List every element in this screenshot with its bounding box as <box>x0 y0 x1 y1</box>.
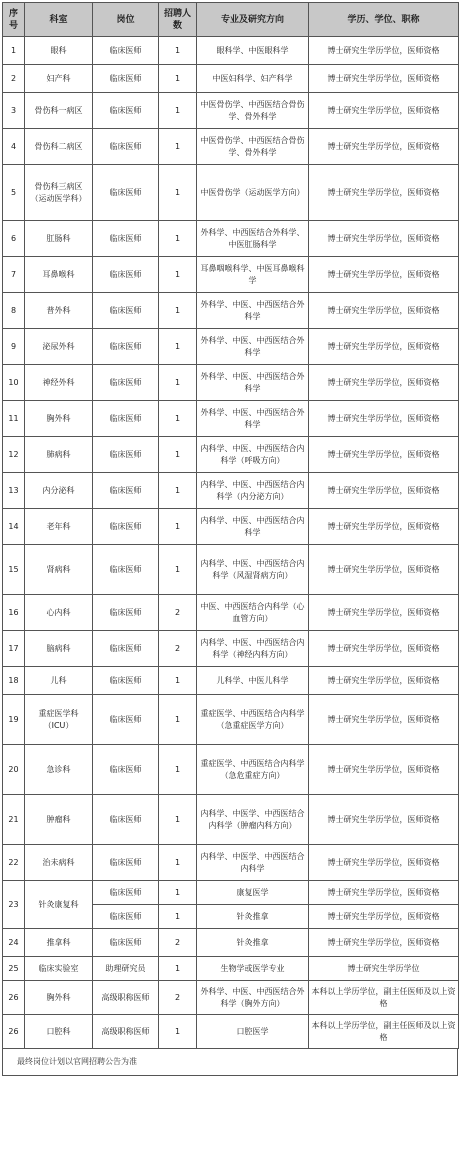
cell-dept: 肿瘤科 <box>25 795 93 845</box>
cell-no: 23 <box>3 881 25 929</box>
cell-major: 儿科学、中医儿科学 <box>197 667 309 695</box>
cell-major: 内科学、中医、中西医结合内科学（呼吸方向） <box>197 437 309 473</box>
cell-no: 19 <box>3 695 25 745</box>
cell-major: 外科学、中医、中西医结合外科学 <box>197 365 309 401</box>
cell-num: 1 <box>159 129 197 165</box>
cell-major: 康复医学 <box>197 881 309 905</box>
cell-num: 1 <box>159 905 197 929</box>
cell-major: 外科学、中西医结合外科学、中医肛肠科学 <box>197 221 309 257</box>
cell-no: 17 <box>3 631 25 667</box>
cell-num: 1 <box>159 65 197 93</box>
cell-dept: 骨伤科一病区 <box>25 93 93 129</box>
cell-major: 重症医学、中西医结合内科学（急危重症方向） <box>197 745 309 795</box>
cell-req: 博士研究生学历学位，医师资格 <box>309 329 459 365</box>
table-row <box>3 509 459 545</box>
table-row <box>3 1015 459 1049</box>
table-row <box>3 595 459 631</box>
cell-no: 11 <box>3 401 25 437</box>
cell-major: 眼科学、中医眼科学 <box>197 37 309 65</box>
cell-req: 博士研究生学历学位，医师资格 <box>309 37 459 65</box>
cell-no: 26 <box>3 981 25 1015</box>
cell-num: 1 <box>159 365 197 401</box>
cell-post: 临床医师 <box>93 881 159 905</box>
cell-post: 临床医师 <box>93 221 159 257</box>
cell-dept: 普外科 <box>25 293 93 329</box>
table-row <box>3 845 459 881</box>
cell-req: 博士研究生学历学位，医师资格 <box>309 473 459 509</box>
table-row <box>3 667 459 695</box>
cell-num: 1 <box>159 293 197 329</box>
cell-dept: 肺病科 <box>25 437 93 473</box>
cell-req: 博士研究生学历学位，医师资格 <box>309 65 459 93</box>
cell-num: 1 <box>159 329 197 365</box>
cell-no: 20 <box>3 745 25 795</box>
cell-post: 临床医师 <box>93 545 159 595</box>
cell-major: 外科学、中医、中西医结合外科学（胸外方向） <box>197 981 309 1015</box>
cell-dept: 眼科 <box>25 37 93 65</box>
table-row <box>3 257 459 293</box>
cell-dept: 口腔科 <box>25 1015 93 1049</box>
header-no: 序号 <box>3 3 25 37</box>
cell-req: 博士研究生学历学位，医师资格 <box>309 365 459 401</box>
cell-post: 临床医师 <box>93 365 159 401</box>
table-row <box>3 631 459 667</box>
header-dept: 科室 <box>25 3 93 37</box>
cell-post: 高级职称医师 <box>93 1015 159 1049</box>
cell-major: 中医、中西医结合内科学（心血管方向） <box>197 595 309 631</box>
cell-dept: 儿科 <box>25 667 93 695</box>
cell-post: 临床医师 <box>93 65 159 93</box>
cell-no: 16 <box>3 595 25 631</box>
cell-req: 博士研究生学历学位，医师资格 <box>309 695 459 745</box>
cell-no: 26 <box>3 1015 25 1049</box>
cell-dept: 神经外科 <box>25 365 93 401</box>
cell-post: 临床医师 <box>93 257 159 293</box>
table-row <box>3 929 459 957</box>
cell-major: 口腔医学 <box>197 1015 309 1049</box>
cell-req: 博士研究生学历学位，医师资格 <box>309 929 459 957</box>
cell-num: 1 <box>159 509 197 545</box>
cell-no: 22 <box>3 845 25 881</box>
cell-major: 内科学、中医学、中西医结合内科学 <box>197 845 309 881</box>
cell-post: 临床医师 <box>93 631 159 667</box>
cell-no: 3 <box>3 93 25 129</box>
cell-num: 1 <box>159 165 197 221</box>
cell-req: 博士研究生学历学位，医师资格 <box>309 257 459 293</box>
cell-post: 临床医师 <box>93 37 159 65</box>
cell-major: 外科学、中医、中西医结合外科学 <box>197 329 309 365</box>
cell-dept: 心内科 <box>25 595 93 631</box>
cell-num: 1 <box>159 795 197 845</box>
cell-no: 21 <box>3 795 25 845</box>
table-row <box>3 401 459 437</box>
cell-req: 博士研究生学历学位，医师资格 <box>309 881 459 905</box>
cell-num: 1 <box>159 37 197 65</box>
cell-req: 博士研究生学历学位，医师资格 <box>309 93 459 129</box>
table-row <box>3 37 459 65</box>
cell-major: 针灸推拿 <box>197 929 309 957</box>
cell-major: 中医骨伤学、中西医结合骨伤学、骨外科学 <box>197 129 309 165</box>
cell-major: 内科学、中医、中西医结合内科学（风湿肾病方向） <box>197 545 309 595</box>
cell-major: 内科学、中医、中西医结合内科学（神经内科方向） <box>197 631 309 667</box>
cell-num: 2 <box>159 631 197 667</box>
cell-dept: 骨伤科二病区 <box>25 129 93 165</box>
table-row <box>3 957 459 981</box>
cell-dept: 胸外科 <box>25 401 93 437</box>
cell-req: 博士研究生学历学位 <box>309 957 459 981</box>
cell-num: 1 <box>159 845 197 881</box>
cell-post: 临床医师 <box>93 929 159 957</box>
cell-req: 博士研究生学历学位，医师资格 <box>309 129 459 165</box>
cell-no: 5 <box>3 165 25 221</box>
cell-major: 外科学、中医、中西医结合外科学 <box>197 293 309 329</box>
cell-no: 24 <box>3 929 25 957</box>
cell-no: 18 <box>3 667 25 695</box>
cell-dept: 妇产科 <box>25 65 93 93</box>
recruitment-table <box>2 2 459 1049</box>
cell-no: 7 <box>3 257 25 293</box>
table-row <box>3 545 459 595</box>
cell-num: 1 <box>159 473 197 509</box>
cell-post: 临床医师 <box>93 329 159 365</box>
cell-post: 临床医师 <box>93 129 159 165</box>
cell-req: 本科以上学历学位，副主任医师及以上资格 <box>309 1015 459 1049</box>
header-num: 招聘人数 <box>159 3 197 37</box>
cell-post: 临床医师 <box>93 93 159 129</box>
cell-post: 高级职称医师 <box>93 981 159 1015</box>
cell-no: 6 <box>3 221 25 257</box>
cell-post: 临床医师 <box>93 745 159 795</box>
table-row <box>3 695 459 745</box>
table-row <box>3 165 459 221</box>
cell-no: 13 <box>3 473 25 509</box>
cell-no: 10 <box>3 365 25 401</box>
table-row <box>3 329 459 365</box>
cell-post: 临床医师 <box>93 293 159 329</box>
header-major: 专业及研究方向 <box>197 3 309 37</box>
cell-major: 外科学、中医、中西医结合外科学 <box>197 401 309 437</box>
cell-major: 针灸推拿 <box>197 905 309 929</box>
table-row <box>3 221 459 257</box>
cell-dept: 肛肠科 <box>25 221 93 257</box>
cell-num: 1 <box>159 1015 197 1049</box>
cell-post: 临床医师 <box>93 401 159 437</box>
cell-no: 8 <box>3 293 25 329</box>
cell-dept: 肾病科 <box>25 545 93 595</box>
cell-post: 临床医师 <box>93 509 159 545</box>
table-row <box>3 745 459 795</box>
cell-dept: 急诊科 <box>25 745 93 795</box>
cell-num: 1 <box>159 667 197 695</box>
cell-no: 25 <box>3 957 25 981</box>
cell-req: 博士研究生学历学位，医师资格 <box>309 509 459 545</box>
cell-req: 博士研究生学历学位，医师资格 <box>309 293 459 329</box>
cell-no: 14 <box>3 509 25 545</box>
table-row <box>3 437 459 473</box>
cell-post: 助理研究员 <box>93 957 159 981</box>
cell-num: 1 <box>159 881 197 905</box>
cell-major: 内科学、中医、中西医结合内科学（内分泌方向） <box>197 473 309 509</box>
cell-num: 1 <box>159 437 197 473</box>
cell-dept: 针灸康复科 <box>25 881 93 929</box>
table-row <box>3 93 459 129</box>
cell-req: 本科以上学历学位，副主任医师及以上资格 <box>309 981 459 1015</box>
cell-num: 1 <box>159 257 197 293</box>
table-body <box>3 37 459 1049</box>
table-row <box>3 65 459 93</box>
cell-dept: 老年科 <box>25 509 93 545</box>
cell-req: 博士研究生学历学位，医师资格 <box>309 905 459 929</box>
cell-major: 生物学或医学专业 <box>197 957 309 981</box>
cell-req: 博士研究生学历学位，医师资格 <box>309 545 459 595</box>
cell-no: 2 <box>3 65 25 93</box>
cell-major: 重症医学、中西医结合内科学（急重症医学方向） <box>197 695 309 745</box>
cell-dept: 泌尿外科 <box>25 329 93 365</box>
cell-req: 博士研究生学历学位，医师资格 <box>309 631 459 667</box>
cell-no: 1 <box>3 37 25 65</box>
cell-num: 1 <box>159 93 197 129</box>
cell-no: 9 <box>3 329 25 365</box>
cell-no: 12 <box>3 437 25 473</box>
header-req: 学历、学位、职称 <box>309 3 459 37</box>
cell-req: 博士研究生学历学位，医师资格 <box>309 845 459 881</box>
cell-num: 1 <box>159 401 197 437</box>
recruitment-table-container <box>2 2 458 1076</box>
cell-post: 临床医师 <box>93 905 159 929</box>
cell-dept: 推拿科 <box>25 929 93 957</box>
cell-req: 博士研究生学历学位，医师资格 <box>309 401 459 437</box>
cell-post: 临床医师 <box>93 165 159 221</box>
cell-req: 博士研究生学历学位，医师资格 <box>309 221 459 257</box>
cell-num: 1 <box>159 221 197 257</box>
cell-post: 临床医师 <box>93 595 159 631</box>
cell-dept: 临床实验室 <box>25 957 93 981</box>
cell-major: 内科学、中医、中西医结合内科学 <box>197 509 309 545</box>
cell-post: 临床医师 <box>93 845 159 881</box>
cell-no: 15 <box>3 545 25 595</box>
cell-dept: 脑病科 <box>25 631 93 667</box>
cell-post: 临床医师 <box>93 795 159 845</box>
table-row <box>3 473 459 509</box>
cell-dept: 耳鼻喉科 <box>25 257 93 293</box>
cell-num: 1 <box>159 695 197 745</box>
cell-major: 中医妇科学、妇产科学 <box>197 65 309 93</box>
cell-major: 内科学、中医学、中西医结合内科学（肿瘤内科方向） <box>197 795 309 845</box>
cell-dept: 胸外科 <box>25 981 93 1015</box>
cell-dept: 骨伤科三病区（运动医学科） <box>25 165 93 221</box>
cell-dept: 治未病科 <box>25 845 93 881</box>
table-row <box>3 981 459 1015</box>
cell-dept: 内分泌科 <box>25 473 93 509</box>
cell-req: 博士研究生学历学位，医师资格 <box>309 595 459 631</box>
footnote: 最终岗位计划以官网招聘公告为准 <box>2 1049 458 1076</box>
table-row <box>3 795 459 845</box>
cell-major: 中医骨伤学（运动医学方向） <box>197 165 309 221</box>
cell-dept: 重症医学科（ICU） <box>25 695 93 745</box>
table-row <box>3 365 459 401</box>
cell-num: 2 <box>159 595 197 631</box>
table-header-row <box>3 3 459 37</box>
cell-post: 临床医师 <box>93 437 159 473</box>
table-row <box>3 129 459 165</box>
cell-num: 2 <box>159 981 197 1015</box>
table-row <box>3 293 459 329</box>
cell-num: 1 <box>159 745 197 795</box>
cell-num: 1 <box>159 545 197 595</box>
header-post: 岗位 <box>93 3 159 37</box>
table-row <box>3 881 459 905</box>
cell-req: 博士研究生学历学位，医师资格 <box>309 165 459 221</box>
cell-req: 博士研究生学历学位，医师资格 <box>309 667 459 695</box>
cell-major: 耳鼻咽喉科学、中医耳鼻喉科学 <box>197 257 309 293</box>
cell-no: 4 <box>3 129 25 165</box>
cell-post: 临床医师 <box>93 473 159 509</box>
cell-req: 博士研究生学历学位，医师资格 <box>309 437 459 473</box>
cell-num: 1 <box>159 957 197 981</box>
cell-post: 临床医师 <box>93 695 159 745</box>
cell-post: 临床医师 <box>93 667 159 695</box>
cell-req: 博士研究生学历学位，医师资格 <box>309 745 459 795</box>
cell-major: 中医骨伤学、中西医结合骨伤学、骨外科学 <box>197 93 309 129</box>
cell-num: 2 <box>159 929 197 957</box>
cell-req: 博士研究生学历学位，医师资格 <box>309 795 459 845</box>
